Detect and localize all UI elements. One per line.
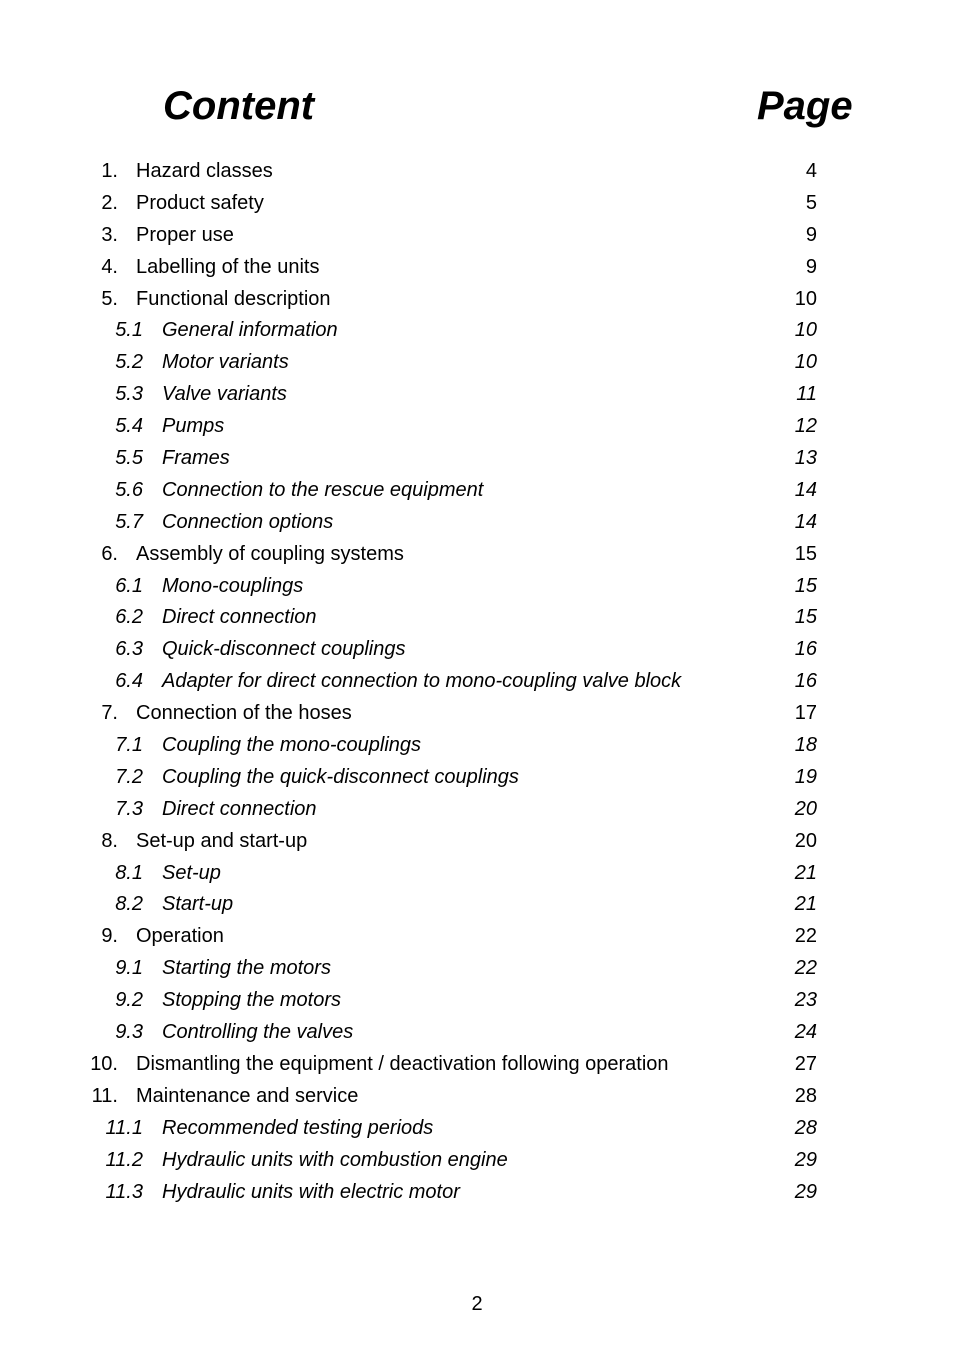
toc-entry-page: 24 <box>794 1021 817 1044</box>
toc-entry-title: Maintenance and service <box>136 1084 359 1107</box>
toc-entry <box>0 187 954 219</box>
toc-entry-number: 9. <box>101 925 118 948</box>
toc-entry <box>0 825 954 857</box>
toc-entry-number: 6.3 <box>115 638 143 661</box>
toc-entry-number: 5.2 <box>115 351 143 374</box>
toc-subentry <box>0 1112 954 1144</box>
toc-entry-page: 17 <box>794 702 817 725</box>
toc-entry-number: 6.1 <box>115 574 143 597</box>
toc-subentry <box>0 378 954 410</box>
toc-entry-page: 9 <box>805 255 817 278</box>
toc-subentry <box>0 346 954 378</box>
toc-entry-number: 6. <box>101 542 118 565</box>
toc-entry-title: Quick-disconnect couplings <box>162 638 406 661</box>
toc-subentry <box>0 665 954 697</box>
toc-entry-title: General information <box>162 319 338 342</box>
toc-subentry <box>0 601 954 633</box>
toc-entry-number: 7.3 <box>115 797 143 820</box>
toc-subentry <box>0 442 954 474</box>
toc-entry-title: Assembly of coupling systems <box>136 542 404 565</box>
toc-subentry <box>0 570 954 602</box>
toc-entry-title: Connection options <box>162 510 334 533</box>
toc-entry <box>0 1080 954 1112</box>
toc-entry-page: 15 <box>794 606 817 629</box>
toc-entry-number: 1. <box>101 160 118 182</box>
toc-entry-title: Proper use <box>136 223 234 246</box>
toc-entry-number: 5.1 <box>115 319 143 342</box>
toc-entry-title: Labelling of the units <box>136 255 320 278</box>
toc-entry-number: 6.4 <box>115 670 143 693</box>
toc-entry-title: Coupling the quick-disconnect couplings <box>162 765 519 788</box>
toc-entry <box>0 1048 954 1080</box>
toc-entry-page: 15 <box>794 574 817 597</box>
toc-entry-number: 7. <box>101 702 118 725</box>
toc-subentry <box>0 1176 954 1208</box>
toc-entry <box>0 538 954 570</box>
toc-subentry <box>0 952 954 984</box>
toc-subentry <box>0 888 954 920</box>
toc-entry-title: Mono-couplings <box>162 574 304 597</box>
toc-subentry <box>0 1016 954 1048</box>
toc-entry-title: Starting the motors <box>162 957 331 980</box>
toc-entry-page: 15 <box>794 542 817 565</box>
toc-entry-number: 5.6 <box>115 478 143 501</box>
toc-entry-title: Controlling the valves <box>162 1021 354 1044</box>
toc-entry-title: Functional description <box>136 287 331 310</box>
toc-entry-page: 28 <box>794 1116 817 1139</box>
toc-entry-number: 7.2 <box>115 765 143 788</box>
toc-entry-number: 7.1 <box>115 734 143 757</box>
toc-entry-page: 29 <box>794 1180 817 1203</box>
toc-entry-title: Coupling the mono-couplings <box>162 734 422 757</box>
toc-entry-page: 14 <box>794 510 817 533</box>
toc-entry-title: Operation <box>136 925 224 948</box>
toc-entry-page: 14 <box>794 478 817 501</box>
toc-entry-number: 5.5 <box>115 447 143 470</box>
toc-entry-page: 19 <box>794 765 817 788</box>
toc-entry-title: Direct connection <box>162 797 317 820</box>
toc-subentry <box>0 410 954 442</box>
toc-entry-page: 11 <box>796 383 817 406</box>
toc-entry-title: Start-up <box>162 893 234 916</box>
toc-entry-page: 29 <box>794 1148 817 1171</box>
toc-entry-title: Connection to the rescue equipment <box>162 478 484 501</box>
toc-entry-title: Product safety <box>136 191 264 214</box>
toc-entry-number: 8.2 <box>115 893 143 916</box>
toc-entry-page: 16 <box>794 638 817 661</box>
toc-subentry <box>0 1144 954 1176</box>
toc-entry-title: Set-up <box>162 861 221 884</box>
page-number: 2 <box>471 1293 483 1315</box>
toc-entry-number: 6.2 <box>115 606 143 629</box>
toc-subentry <box>0 857 954 889</box>
toc-entry <box>0 697 954 729</box>
toc-entry-title: Recommended testing periods <box>162 1116 434 1139</box>
toc-entry-title: Adapter for direct connection to mono-coupling valve block <box>162 670 682 693</box>
toc-entry-page: 23 <box>794 989 817 1012</box>
toc-entry-page: 16 <box>794 670 817 693</box>
toc-subentry <box>0 793 954 825</box>
toc-entry-number: 11.2 <box>105 1148 143 1171</box>
toc-entry-number: 5.3 <box>115 383 143 406</box>
toc-entry-page: 28 <box>794 1084 817 1107</box>
toc-entry-number: 3. <box>101 223 118 246</box>
page-column-heading: Page <box>757 84 853 128</box>
toc-entry-page: 13 <box>794 447 817 470</box>
toc-entry-number: 2. <box>101 191 118 214</box>
table-of-contents <box>0 155 954 1207</box>
toc-entry-page: 22 <box>794 925 817 948</box>
toc-entry-title: Set-up and start-up <box>136 829 308 852</box>
toc-entry-title: Direct connection <box>162 606 317 629</box>
toc-entry-number: 8.1 <box>115 861 143 884</box>
content-heading: Content <box>163 84 315 128</box>
toc-entry-number: 5.4 <box>115 415 143 438</box>
toc-entry <box>0 219 954 251</box>
toc-entry-number: 4. <box>101 255 118 278</box>
toc-entry-title: Pumps <box>162 415 225 438</box>
toc-subentry <box>0 633 954 665</box>
toc-entry-number: 9.1 <box>115 957 143 980</box>
toc-entry <box>0 155 954 187</box>
toc-entry-page: 10 <box>794 351 817 374</box>
toc-entry-title: Valve variants <box>162 383 287 406</box>
toc-entry-page: 20 <box>794 797 817 820</box>
toc-entry-number: 9.2 <box>115 989 143 1012</box>
toc-entry-title: Hazard classes <box>136 160 273 182</box>
toc-entry-page: 9 <box>805 223 817 246</box>
toc-entry-page: 18 <box>794 734 817 757</box>
toc-entry-title: Hydraulic units with electric motor <box>162 1180 460 1203</box>
toc-entry-page: 21 <box>794 893 817 916</box>
toc-entry-title: Hydraulic units with combustion engine <box>162 1148 508 1171</box>
toc-entry-page: 20 <box>794 829 817 852</box>
toc-entry-number: 10. <box>90 1052 118 1075</box>
toc-entry-number: 8. <box>101 829 118 852</box>
toc-entry-number: 11. <box>91 1084 118 1107</box>
toc-entry-page: 27 <box>794 1052 817 1075</box>
toc-entry-title: Dismantling the equipment / deactivation following operation <box>136 1052 669 1075</box>
toc-entry-title: Stopping the motors <box>162 989 341 1012</box>
toc-entry-page: 22 <box>794 957 817 980</box>
toc-subentry <box>0 984 954 1016</box>
toc-subentry <box>0 761 954 793</box>
toc-entry-number: 9.3 <box>115 1021 143 1044</box>
toc-entry-page: 5 <box>805 191 817 214</box>
toc-entry-number: 11.1 <box>105 1116 143 1139</box>
toc-entry-number: 5.7 <box>115 510 143 533</box>
toc-entry-page: 10 <box>794 287 817 310</box>
toc-entry-page: 10 <box>794 319 817 342</box>
toc-entry <box>0 251 954 283</box>
toc-subentry <box>0 729 954 761</box>
toc-subentry <box>0 474 954 506</box>
toc-subentry <box>0 506 954 538</box>
toc-subentry <box>0 314 954 346</box>
toc-entry-page: 21 <box>794 861 817 884</box>
toc-entry-title: Frames <box>162 447 230 470</box>
toc-entry <box>0 920 954 952</box>
toc-entry <box>0 283 954 315</box>
toc-entry-number: 11.3 <box>105 1180 143 1203</box>
toc-entry-number: 5. <box>101 287 118 310</box>
toc-entry-title: Motor variants <box>162 351 289 374</box>
toc-entry-page: 12 <box>794 415 817 438</box>
toc-entry-title: Connection of the hoses <box>136 702 352 725</box>
toc-entry-page: 4 <box>805 160 817 182</box>
